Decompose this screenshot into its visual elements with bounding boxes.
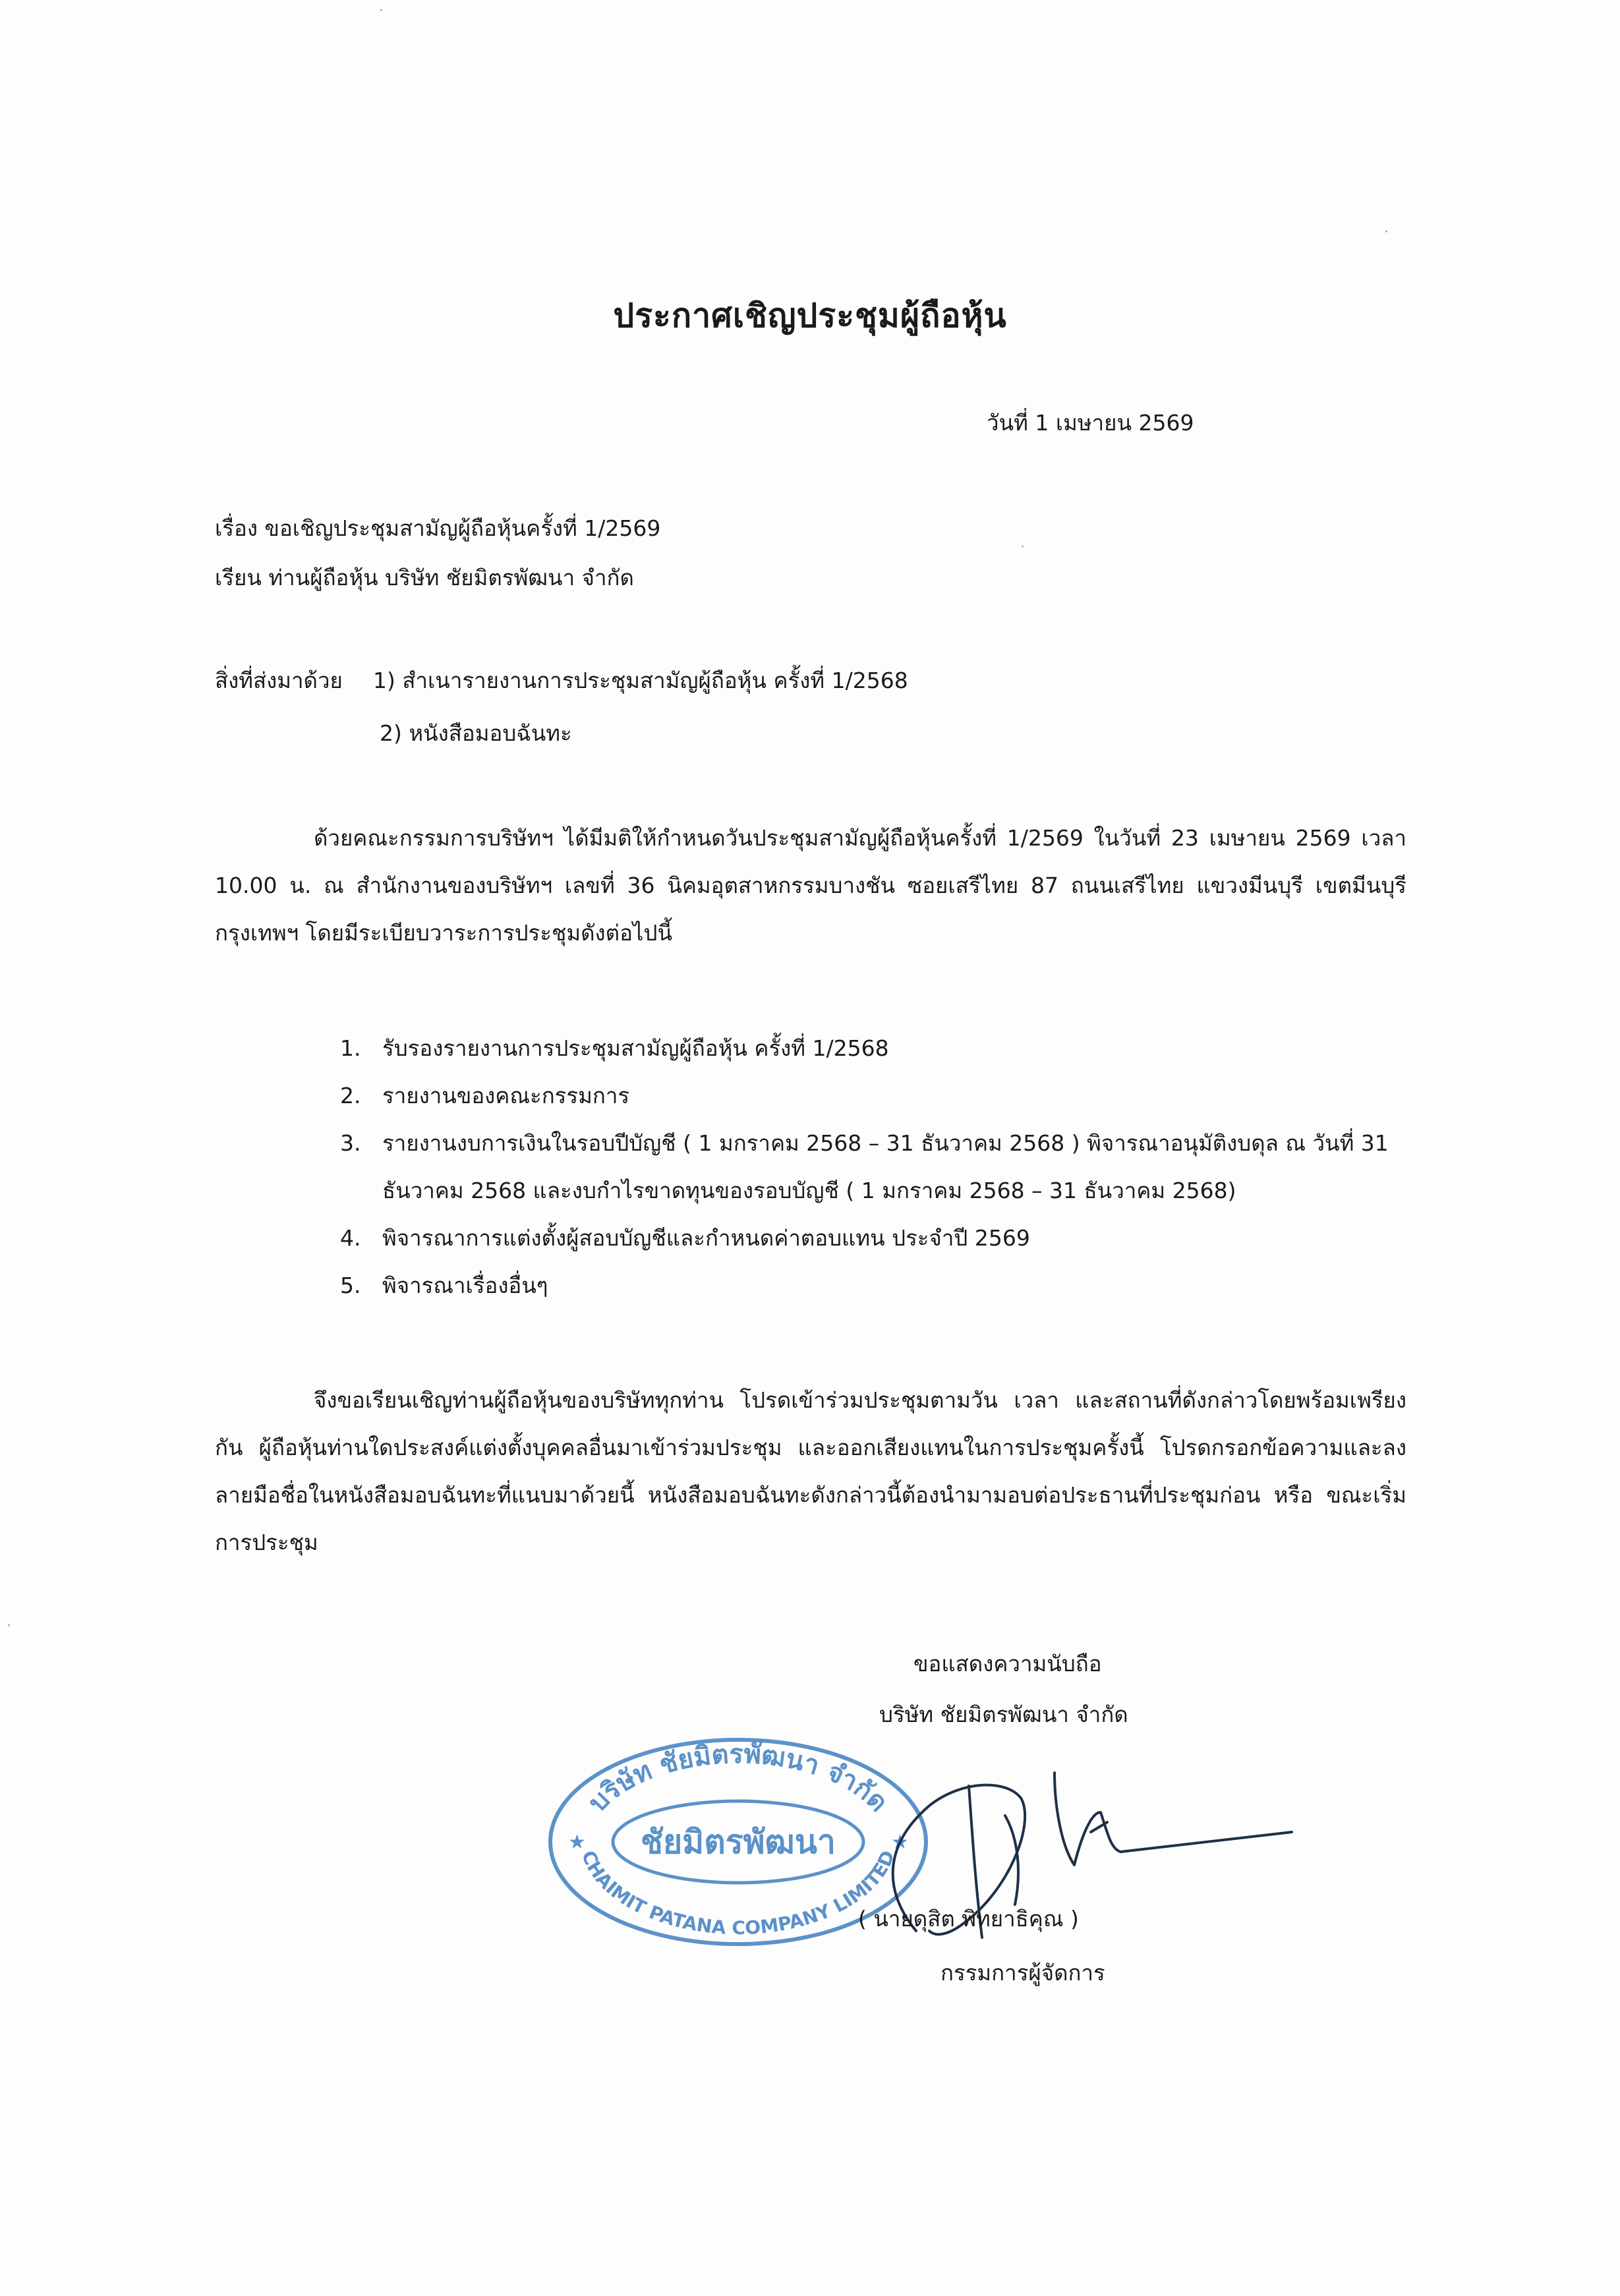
- scan-speck: ·: [379, 3, 384, 19]
- agenda-text: รับรองรายงานการประชุมสามัญผู้ถือหุ้น ครั้งที่ 1/2568: [382, 1035, 889, 1061]
- closing-line: ขอแสดงความนับถือ: [913, 1651, 1102, 1677]
- document-date: วันที่ 1 เมษายน 2569: [987, 410, 1194, 436]
- agenda-text: รายงานงบการเงินในรอบปีบัญชี ( 1 มกราคม 2568 – 31 ธันวาคม 2568 ) พิจารณาอนุมัติงบดุล ณ วันที่ 31 ธันวาคม 2568 และงบกำไรขาดทุนของรอบบัญชี ( 1 มกราคม 2568 – 31 ธันวาคม 2568): [382, 1130, 1389, 1203]
- signature-stroke: [1005, 1816, 1018, 1905]
- stamp-center-text: ชัยมิตรพัฒนา: [641, 1823, 836, 1861]
- signer-position: กรรมการผู้จัดการ: [940, 1960, 1105, 1986]
- body-paragraph-2: จึงขอเรียนเชิญท่านผู้ถือหุ้นของบริษัททุกท่าน โปรดเข้าร่วมประชุมตามวัน เวลา และสถานที่ดังกล่าวโดยพร้อมเพรียงกัน ผู้ถือหุ้นท่านใดประสงค์แต่งตั้งบุคคลอื่นมาเข้าร่วมประชุม และออกเสียงแทนในการประชุมครั้งนี้ โปรดกรอกข้อความและลงลายมือชื่อในหนังสือมอบฉันทะที่แนบมาด้วยนี้ หนังสือมอบฉันทะดังกล่าวนี้ต้องนำมามอบต่อประธานที่ประชุมก่อน หรือ ขณะเริ่มการประชุม: [215, 1387, 1406, 1555]
- agenda-item: [340, 1262, 1408, 1309]
- scan-speck: ·: [1384, 224, 1389, 241]
- signer-name: ( นายดุสิต พิทยาธิคุณ ): [858, 1906, 1079, 1932]
- stamp-bottom-text: CHAIMIT PATANA COMPANY LIMITED: [577, 1847, 900, 1939]
- agenda-number: 3.: [340, 1130, 361, 1156]
- agenda-list: [340, 1025, 1408, 1309]
- scan-speck: ·: [7, 1618, 11, 1634]
- agenda-item: [340, 1215, 1408, 1262]
- agenda-item: [340, 1072, 1408, 1120]
- agenda-text: รายงานของคณะกรรมการ: [382, 1083, 630, 1108]
- stamp-star-icon: ★: [891, 1831, 909, 1854]
- signature-stroke: [1055, 1773, 1292, 1865]
- addressee-line: เรียน ท่านผู้ถือหุ้น บริษัท ชัยมิตรพัฒนา จำกัด: [215, 565, 634, 590]
- agenda-number: 4.: [340, 1225, 361, 1251]
- scan-speck: ·: [1020, 539, 1025, 556]
- subject-line: เรื่อง ขอเชิญประชุมสามัญผู้ถือหุ้นครั้งที่ 1/2569: [215, 515, 661, 541]
- agenda-number: 2.: [340, 1083, 361, 1108]
- company-name: บริษัท ชัยมิตรพัฒนา จำกัด: [879, 1702, 1128, 1727]
- stamp-star-icon: ★: [568, 1831, 586, 1854]
- agenda-item: [340, 1025, 1408, 1072]
- stamp-top-text: บริษัท ชัยมิตรพัฒนา จำกัด: [582, 1738, 894, 1818]
- agenda-text: พิจารณาการแต่งตั้งผู้สอบบัญชีและกำหนดค่าตอบแทน ประจำปี 2569: [382, 1225, 1030, 1251]
- enclosures-label: สิ่งที่ส่งมาด้วย: [215, 668, 343, 693]
- enclosure-item: 2) หนังสือมอบฉันทะ: [380, 720, 572, 746]
- document-title: ประกาศเชิญประชุมผู้ถือหุ้น: [613, 297, 1007, 335]
- agenda-item: [340, 1120, 1408, 1215]
- agenda-text: พิจารณาเรื่องอื่นๆ: [382, 1273, 548, 1298]
- agenda-number: 1.: [340, 1035, 361, 1061]
- enclosure-item: 1) สำเนารายงานการประชุมสามัญผู้ถือหุ้น ครั้งที่ 1/2568: [373, 668, 908, 693]
- agenda-number: 5.: [340, 1273, 361, 1298]
- body-paragraph-1: ด้วยคณะกรรมการบริษัทฯ ได้มีมติให้กำหนดวันประชุมสามัญผู้ถือหุ้นครั้งที่ 1/2569 ในวันที่ 23 เมษายน 2569 เวลา 10.00 น. ณ สำนักงานของบริษัทฯ เลขที่ 36 นิคมอุตสาหกรรมบางชัน ซอยเสรีไทย 87 ถนนเสรีไทย แขวงมีนบุรี เขตมีนบุรี กรุงเทพฯ โดยมีระเบียบวาระการประชุมดังต่อไปนี้: [215, 825, 1406, 946]
